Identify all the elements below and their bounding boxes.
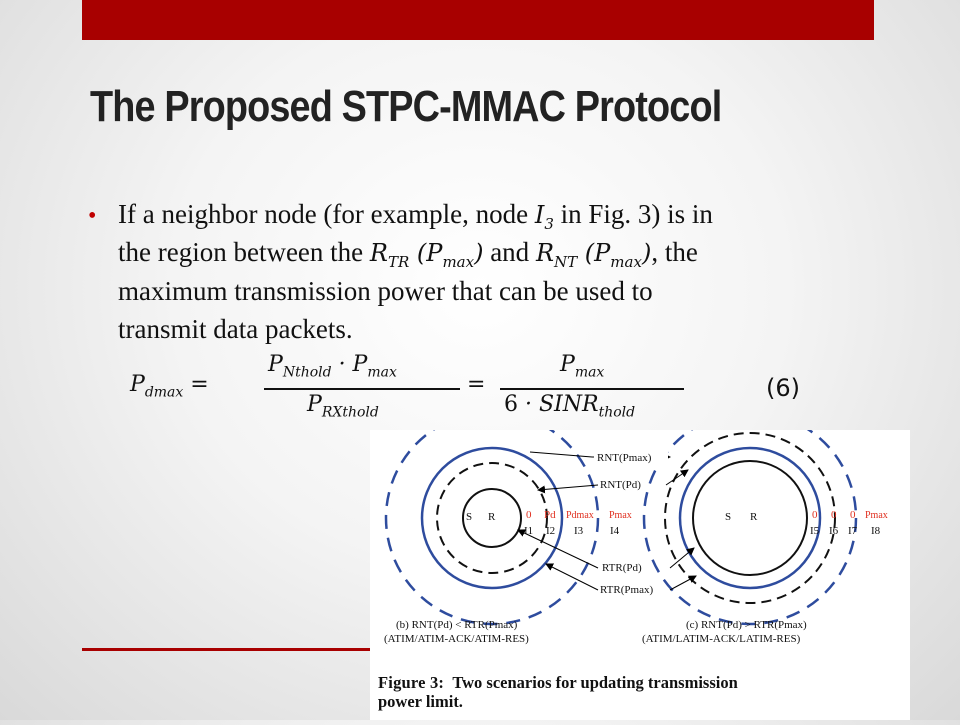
bullet-line-1 <box>118 199 713 233</box>
label-rtr-pmax: RTR(Pmax) <box>600 584 654 596</box>
equation-number: (6) <box>766 374 800 402</box>
circle-c-rnt-pmax <box>644 430 856 624</box>
node-0-c3: 0 <box>850 509 856 521</box>
node-i7: I7 <box>848 525 858 537</box>
label-rnt-pd: RNT(Pd) <box>600 479 641 491</box>
bullet-text-seg4: and <box>483 237 536 267</box>
node-i1: I1 <box>524 525 534 537</box>
eq-fraction-bar-1 <box>264 388 460 390</box>
bottom-accent-rule <box>82 648 372 651</box>
bullet-line-3: maximum transmission power that can be used to <box>118 276 653 306</box>
page-title: The Proposed STPC-MMAC Protocol <box>90 82 722 131</box>
node-r-b: R <box>488 511 496 523</box>
bullet-text-seg3: the region between the <box>118 237 370 267</box>
node-i5: I5 <box>810 525 820 537</box>
eq-fraction-bar-2 <box>500 388 684 390</box>
arrow-rnt-pmax-left <box>530 452 592 457</box>
bullet-text-seg1: If a neighbor node (for example, node <box>118 199 535 229</box>
math-rnt-pmax: $R_{NT}$ $(P_{max})$ <box>535 239 652 271</box>
bullet-text-seg2: in Fig. 3) is in <box>553 199 713 229</box>
caption-label: Figure 3: <box>378 673 445 692</box>
math-i3: $I_3$ <box>534 201 554 233</box>
eq-denominator-1: $P_{RXthold}$ <box>307 392 379 421</box>
node-0-b: 0 <box>526 509 532 521</box>
subfig-b-line1: (b) RNT(Pd) < RTR(Pmax) <box>396 619 518 631</box>
node-i6: I6 <box>829 525 839 537</box>
math-rtr-pmax: $R_{TR}$ $(P_{max})$ <box>369 239 484 271</box>
caption-text-1: Two scenarios for updating transmission <box>452 673 738 692</box>
figure-caption <box>378 673 898 711</box>
eq-numerator-1: $P_{Nthold} \cdot P_{max}$ <box>268 352 397 381</box>
subfig-c-line2: (ATIM/LATIM-ACK/LATIM-RES) <box>642 633 801 645</box>
label-rnt-pmax: RNT(Pmax) <box>597 452 652 464</box>
node-pd-b: Pd <box>544 509 556 521</box>
label-rtr-pd: RTR(Pd) <box>602 562 642 574</box>
subfig-b-line2: (ATIM/ATIM-ACK/ATIM-RES) <box>384 633 529 645</box>
caption-text-2: power limit. <box>378 692 463 711</box>
node-pdmax-b: Pdmax <box>566 510 594 521</box>
bullet-line-2 <box>118 237 698 271</box>
node-r-c: R <box>750 511 758 523</box>
node-pmax-c: Pmax <box>865 510 888 521</box>
equation-6 <box>0 350 960 430</box>
node-pmax-b: Pmax <box>609 510 632 521</box>
node-s-c: S <box>725 511 732 523</box>
arrow-rnt-pd-c <box>666 470 688 485</box>
eq-equals: = <box>467 372 486 397</box>
arrow-rtr-pmax-c <box>670 576 696 590</box>
bullet-line-4: transmit data packets. <box>118 314 353 344</box>
arrow-rnt-pd-b <box>538 485 598 490</box>
node-s-b: S <box>466 511 473 523</box>
node-i3: I3 <box>574 525 584 537</box>
node-i8: I8 <box>871 525 881 537</box>
node-0-c1: 0 <box>812 509 818 521</box>
top-accent-bar <box>82 0 874 40</box>
eq-lhs: $P_{dmax}$ = <box>130 372 209 401</box>
arrow-rtr-pd-c <box>670 548 694 568</box>
bullet-text-seg5: , the <box>651 237 698 267</box>
node-0-c2: 0 <box>831 509 837 521</box>
caption-line-1 <box>378 673 898 692</box>
node-i4: I4 <box>610 525 620 537</box>
eq-numerator-2: $P_{max}$ <box>560 352 605 381</box>
eq-denominator-2: $6 \cdot SINR_{thold}$ <box>504 392 636 421</box>
circle-b-rnt-pmax <box>386 430 598 624</box>
bullet-marker: • <box>88 203 97 229</box>
subfig-c-line1: (c) RNT(Pd) > RTR(Pmax) <box>686 619 807 631</box>
node-i2: I2 <box>546 525 556 537</box>
